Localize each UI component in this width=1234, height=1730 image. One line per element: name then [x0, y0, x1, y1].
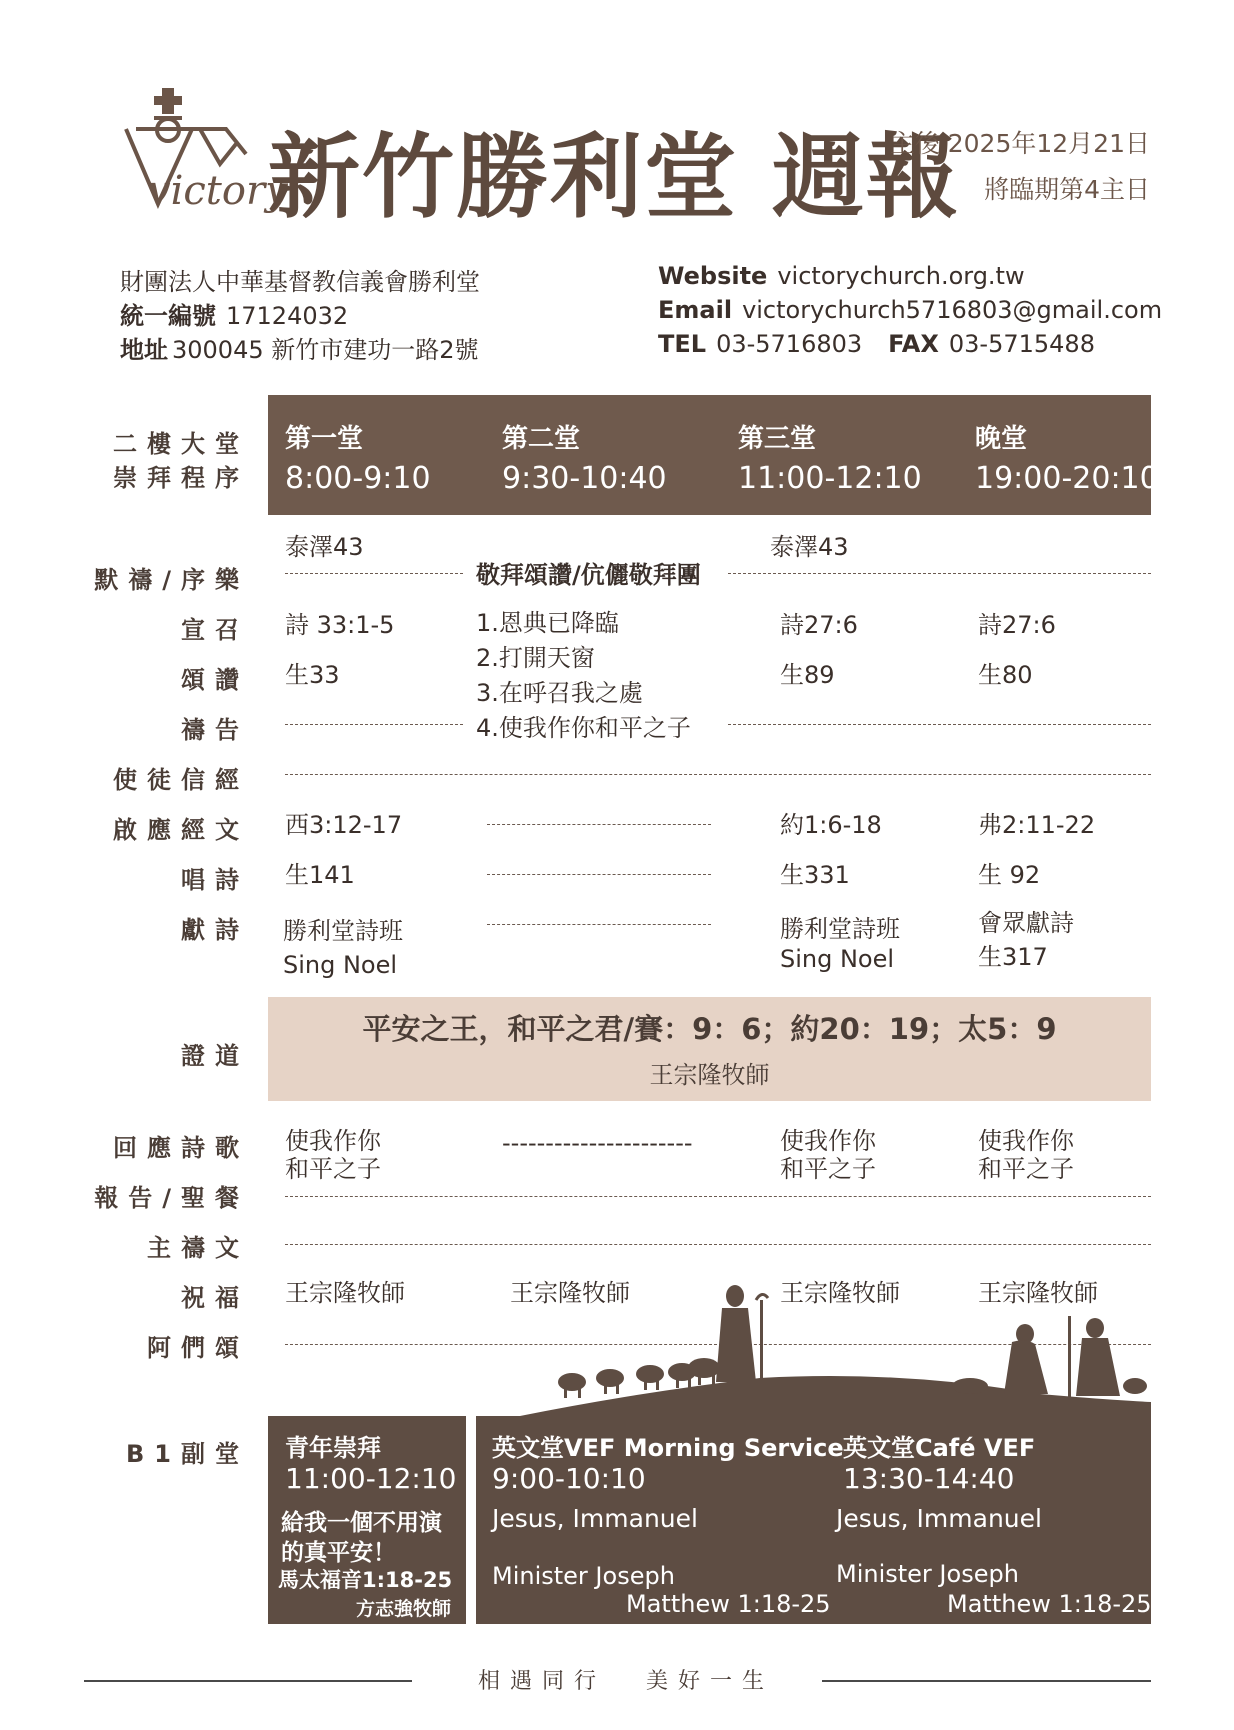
sing-s3: 生331: [780, 861, 850, 889]
response-s1-line1: 使我作你: [285, 1127, 381, 1155]
service-4-time: 19:00-20:10: [975, 461, 1159, 496]
divider: [487, 874, 711, 875]
vef-cafe-name: 英文堂Café VEF: [843, 1434, 1036, 1462]
blessing-s3: 王宗隆牧師: [780, 1279, 900, 1307]
praise-song-3: 3.在呼召我之處: [476, 679, 643, 707]
fax-label: FAX: [888, 330, 939, 358]
service-3-name: 第三堂: [738, 424, 817, 454]
service-4: [975, 418, 1159, 496]
row-label-sermon: 證道: [181, 1042, 249, 1070]
blessing-s1: 王宗隆牧師: [285, 1279, 405, 1307]
divider: [728, 724, 1151, 725]
address-value: 300045 新竹市建功一路2號: [172, 336, 479, 364]
page-title: 新竹勝利堂 週報: [268, 124, 961, 231]
offering-s4-line1: 會眾獻詩: [978, 909, 1074, 937]
offering-s3-line1: 勝利堂詩班: [780, 915, 900, 943]
logo-wordmark: victory: [148, 168, 288, 214]
website-value[interactable]: victorychurch.org.tw: [777, 262, 1025, 290]
praise-song-4: 4.使我作你和平之子: [476, 714, 691, 742]
vef-morning-topic: Jesus, Immanuel: [492, 1504, 698, 1533]
youth-time: 11:00-12:10: [285, 1462, 457, 1495]
response-s3-line1: 使我作你: [780, 1127, 876, 1155]
call-s4: 詩27:6: [978, 611, 1056, 639]
service-1-name: 第一堂: [285, 424, 364, 454]
liturgical-sunday: 將臨期第4主日: [984, 175, 1150, 204]
service-4-name: 晚堂: [975, 424, 1028, 454]
prelude-s3: 泰澤43: [770, 533, 849, 561]
hymn-s1: 生33: [285, 661, 340, 689]
youth-topic-line2: 的真平安！: [281, 1540, 396, 1566]
sermon-title: 平安之王，和平之君/賽：9：6；約20：19；太5：9: [362, 1012, 1057, 1046]
response-s3-line2: 和平之子: [780, 1155, 876, 1183]
offering-s1-line2: Sing Noel: [283, 951, 398, 979]
sermon-speaker: 王宗隆牧師: [649, 1061, 770, 1089]
divider: [487, 824, 711, 825]
vef-morning-time: 9:00-10:10: [492, 1462, 646, 1495]
tax-id-value: 17124032: [226, 302, 349, 330]
service-1: [285, 418, 431, 496]
fax-value: 03-5715488: [948, 330, 1095, 358]
footer-motto-2: 美好一生: [646, 1669, 775, 1694]
footer-line-right: [822, 1680, 1151, 1682]
footer-line-left: [84, 1680, 412, 1682]
blessing-s2: 王宗隆牧師: [510, 1279, 630, 1307]
response-s2: ----------------------: [502, 1129, 693, 1157]
service-2-time: 9:30-10:40: [502, 461, 667, 496]
row-label-reading: 啟應經文: [113, 816, 249, 844]
row-label-amen: 阿們頌: [147, 1334, 249, 1362]
prelude-s1: 泰澤43: [285, 533, 364, 561]
vef-cafe-speaker: Minister Joseph: [836, 1560, 1019, 1588]
tel-value: 03-5716803: [716, 330, 863, 358]
service-2: [502, 418, 667, 496]
service-2-name: 第二堂: [502, 424, 581, 454]
divider: [285, 1244, 1151, 1245]
vef-morning-speaker: Minister Joseph: [492, 1562, 675, 1590]
row-label-prayer: 禱告: [181, 716, 249, 744]
call-s3: 詩27:6: [780, 611, 858, 639]
vef-cafe-topic: Jesus, Immanuel: [836, 1504, 1042, 1533]
date-line: 主後 2025年12月21日: [889, 129, 1150, 158]
email-label: Email: [658, 296, 733, 324]
sing-s1: 生141: [285, 861, 355, 889]
service-3-time: 11:00-12:10: [738, 461, 922, 496]
response-s1-line2: 和平之子: [285, 1155, 381, 1183]
divider: [285, 1196, 1151, 1197]
row-label-response: 回應詩歌: [113, 1134, 249, 1162]
youth-name: 青年崇拜: [285, 1434, 381, 1462]
b1-label: B1副堂: [126, 1440, 249, 1468]
row-label-lords-prayer: 主禱文: [147, 1234, 249, 1262]
reading-s3: 約1:6-18: [780, 811, 882, 839]
row-label-call: 宣召: [181, 616, 249, 644]
row-label-offering: 獻詩: [181, 916, 249, 944]
blessing-s4: 王宗隆牧師: [978, 1279, 1098, 1307]
row-label-creed: 使徒信經: [113, 766, 249, 794]
email-value[interactable]: victorychurch5716803@gmail.com: [742, 296, 1163, 324]
praise-song-2: 2.打開天窗: [476, 644, 595, 672]
row-label-announce: 報告/聖餐: [94, 1184, 249, 1212]
website-label: Website: [658, 262, 768, 290]
service-1-time: 8:00-9:10: [285, 461, 431, 496]
email[interactable]: [658, 296, 1162, 324]
youth-topic-line1: 給我一個不用演: [281, 1510, 442, 1536]
service-3: [738, 418, 922, 496]
main-hall-label-1: 二樓大堂: [113, 430, 249, 458]
sing-s4: 生 92: [978, 861, 1041, 889]
reading-s4: 弗2:11-22: [978, 811, 1096, 839]
row-label-prelude: 默禱/序樂: [94, 566, 249, 594]
youth-speaker: 方志強牧師: [356, 1598, 452, 1620]
divider: [285, 724, 463, 725]
offering-s4-line2: 生317: [978, 943, 1048, 971]
tax-id: [120, 296, 348, 331]
row-label-sing: 唱詩: [181, 866, 249, 894]
main-hall-label-2: 崇拜程序: [113, 464, 249, 492]
response-s4-line1: 使我作你: [978, 1127, 1074, 1155]
offering-s1-line1: 勝利堂詩班: [283, 917, 403, 945]
address-label: 地址: [120, 336, 168, 364]
response-s4-line2: 和平之子: [978, 1155, 1074, 1183]
offering-s3-line2: Sing Noel: [780, 945, 895, 973]
row-label-blessing: 祝福: [181, 1284, 249, 1312]
hymn-s4: 生80: [978, 661, 1033, 689]
divider: [285, 774, 1151, 775]
row-label-hymn: 頌讚: [181, 666, 249, 694]
praise-song-1: 1.恩典已降臨: [476, 609, 619, 637]
vef-morning-verse: Matthew 1:18-25: [626, 1590, 831, 1618]
reading-s1: 西3:12-17: [285, 811, 403, 839]
phone-fax: [658, 330, 1095, 358]
divider: [487, 924, 711, 925]
tel-label: TEL: [658, 330, 707, 358]
vef-cafe-time: 13:30-14:40: [843, 1462, 1015, 1495]
website[interactable]: [658, 262, 1025, 290]
youth-verse: 馬太福音1:18-25: [278, 1568, 453, 1592]
footer-motto-1: 相遇同行: [478, 1669, 607, 1694]
prelude-s2: 敬拜頌讚/伉儷敬拜團: [476, 561, 701, 589]
divider: [728, 573, 1151, 574]
vef-cafe-verse: Matthew 1:18-25: [947, 1590, 1152, 1618]
hymn-s3: 生89: [780, 661, 835, 689]
divider: [285, 573, 463, 574]
org-name: 財團法人中華基督教信義會勝利堂: [120, 268, 480, 296]
vef-morning-name: 英文堂VEF Morning Service: [492, 1434, 844, 1462]
tax-id-label: 統一編號: [120, 302, 216, 330]
call-s1: 詩 33:1-5: [285, 611, 395, 639]
address: [120, 330, 479, 365]
nativity-silhouette-image: [520, 1282, 1151, 1416]
